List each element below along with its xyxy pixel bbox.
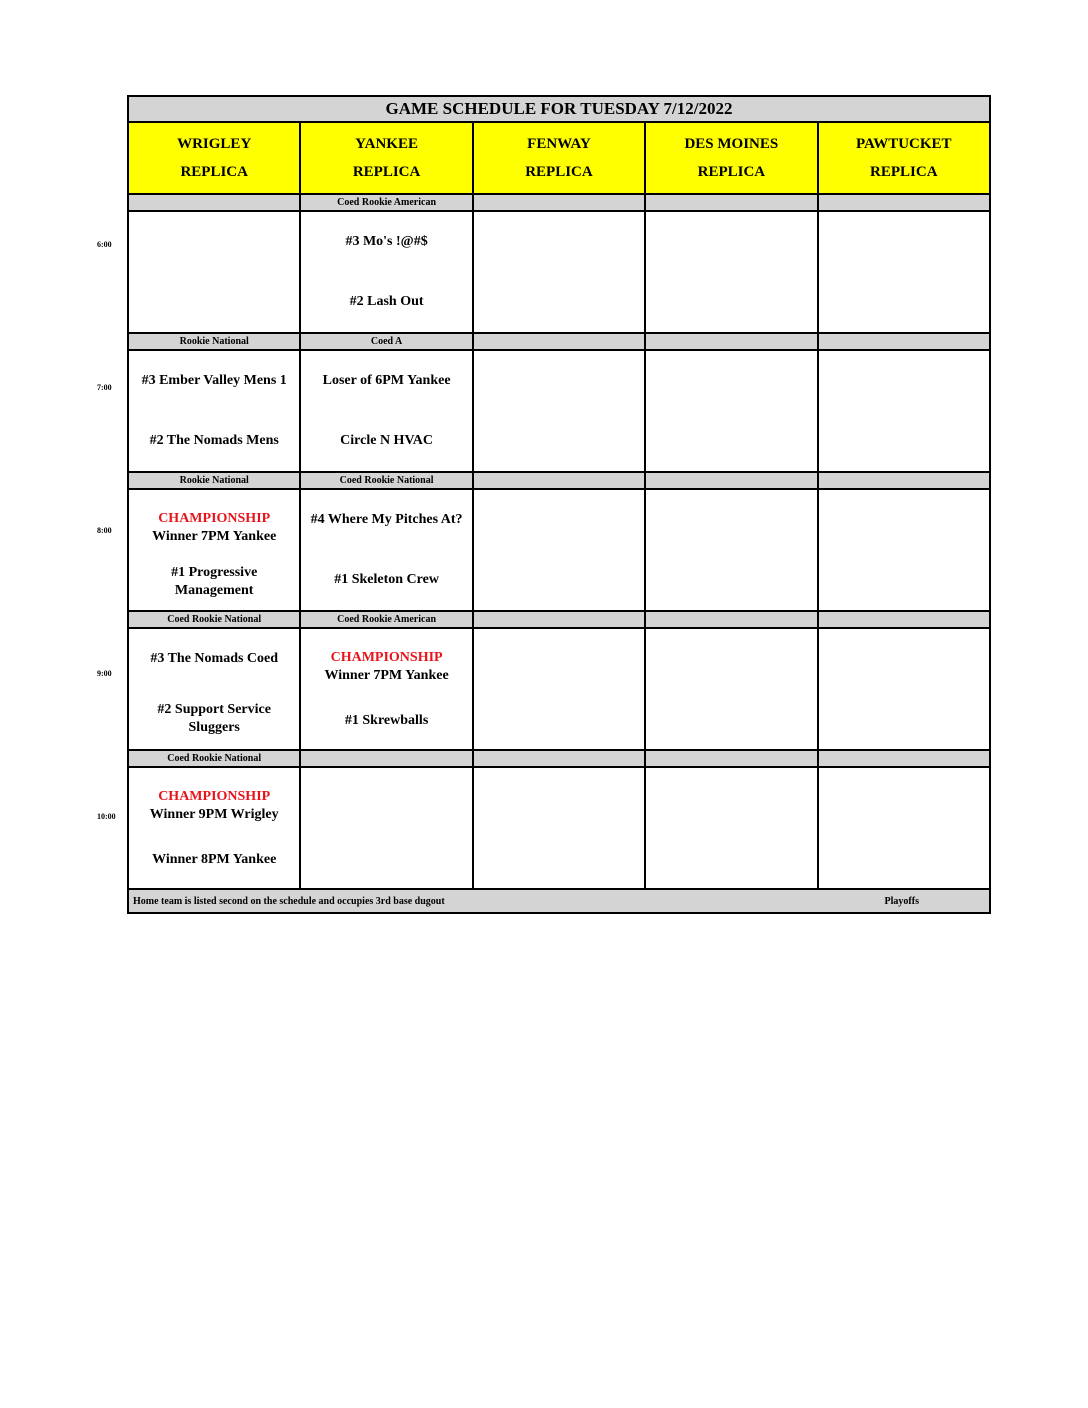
game-cell (473, 489, 645, 611)
time-label: 7:00 (97, 383, 112, 392)
game-cell (818, 628, 990, 750)
division-label (473, 472, 645, 489)
home-team: #2 Lash Out (349, 294, 424, 309)
home-team: Winner 8PM Yankee (152, 852, 277, 867)
field-header-fenway (473, 122, 645, 194)
game-cell (128, 628, 300, 750)
game-cell (128, 211, 300, 333)
game-cell (300, 489, 472, 611)
division-label: Rookie National (128, 472, 300, 489)
away-team: Loser of 6PM Yankee (322, 373, 451, 388)
game-row (128, 211, 990, 333)
division-label: Coed Rookie National (300, 472, 472, 489)
time-label: 10:00 (97, 812, 116, 821)
away-team: #3 Ember Valley Mens 1 (141, 373, 287, 388)
division-label (473, 333, 645, 350)
field-sub: REPLICA (352, 164, 421, 180)
field-name: WRIGLEY (177, 136, 252, 152)
division-row (128, 472, 990, 489)
game-cell (645, 767, 817, 889)
division-label (818, 472, 990, 489)
game-row (128, 350, 990, 472)
division-label (128, 194, 300, 211)
field-sub: REPLICA (697, 164, 766, 180)
division-label (645, 750, 817, 767)
game-cell (818, 489, 990, 611)
division-label (473, 194, 645, 211)
division-label (818, 333, 990, 350)
division-label (473, 611, 645, 628)
away-team: #3 Mo's !@#$ (345, 234, 428, 249)
division-label: Coed Rookie American (300, 194, 472, 211)
footer-tag: Playoffs (884, 895, 919, 907)
championship-label: CHAMPIONSHIP (330, 650, 443, 665)
game-cell (473, 211, 645, 333)
game-cell (473, 767, 645, 889)
game-cell (818, 350, 990, 472)
field-header-wrigley (128, 122, 300, 194)
division-label: Rookie National (128, 333, 300, 350)
division-label (645, 194, 817, 211)
game-row (128, 489, 990, 611)
home-team: #2 Support Service Sluggers (157, 702, 271, 735)
field-sub: REPLICA (525, 164, 593, 180)
footer-note: Home team is listed second on the schedule and occupies 3rd base dugout (133, 895, 445, 907)
schedule-sheet (127, 95, 991, 914)
field-header-des-moines (645, 122, 817, 194)
field-sub: REPLICA (870, 164, 938, 180)
game-row (128, 767, 990, 889)
field-name: YANKEE (355, 136, 418, 152)
schedule-title: GAME SCHEDULE FOR TUESDAY 7/12/2022 (128, 96, 990, 122)
game-cell (818, 211, 990, 333)
game-cell (128, 767, 300, 889)
field-header-row (128, 122, 990, 194)
away-team: #3 The Nomads Coed (150, 651, 279, 666)
championship-label: CHAMPIONSHIP (158, 789, 271, 804)
division-label (645, 472, 817, 489)
footer-cell (128, 889, 990, 913)
away-team: #4 Where My Pitches At? (310, 512, 463, 527)
game-cell (300, 628, 472, 750)
game-cell (300, 350, 472, 472)
game-cell (645, 489, 817, 611)
division-label (645, 333, 817, 350)
away-team: Winner 7PM Yankee (152, 529, 277, 544)
division-label: Coed Rookie American (300, 611, 472, 628)
game-cell (473, 628, 645, 750)
footer-row (128, 889, 990, 913)
division-row (128, 750, 990, 767)
division-label: Coed Rookie National (128, 750, 300, 767)
game-cell (128, 350, 300, 472)
home-team: #1 Progressive Management (171, 565, 258, 598)
field-name: PAWTUCKET (855, 136, 952, 152)
game-cell (300, 211, 472, 333)
time-label: 8:00 (97, 526, 112, 535)
time-label: 9:00 (97, 669, 112, 678)
game-cell (818, 767, 990, 889)
championship-label: CHAMPIONSHIP (158, 511, 271, 526)
division-label (818, 194, 990, 211)
game-cell (473, 350, 645, 472)
field-name: DES MOINES (684, 136, 779, 152)
schedule-table (127, 95, 991, 914)
game-cell (300, 767, 472, 889)
division-label: Coed A (300, 333, 472, 350)
game-cell (645, 628, 817, 750)
field-header-pawtucket (818, 122, 990, 194)
home-team: #1 Skrewballs (344, 713, 429, 728)
away-team: Winner 9PM Wrigley (149, 807, 279, 822)
division-label: Coed Rookie National (128, 611, 300, 628)
game-cell (645, 350, 817, 472)
field-sub: REPLICA (180, 164, 248, 180)
time-label: 6:00 (97, 240, 112, 249)
home-team: Circle N HVAC (340, 433, 433, 448)
home-team: #2 The Nomads Mens (149, 433, 279, 448)
division-label (473, 750, 645, 767)
division-row (128, 611, 990, 628)
division-row (128, 194, 990, 211)
field-name: FENWAY (527, 136, 591, 152)
game-cell (128, 489, 300, 611)
game-row (128, 628, 990, 750)
home-team: #1 Skeleton Crew (334, 572, 439, 587)
division-label (818, 611, 990, 628)
division-label (300, 750, 472, 767)
game-cell (645, 211, 817, 333)
division-label (645, 611, 817, 628)
field-header-yankee (300, 122, 472, 194)
division-label (818, 750, 990, 767)
division-row (128, 333, 990, 350)
away-team: Winner 7PM Yankee (324, 668, 449, 683)
